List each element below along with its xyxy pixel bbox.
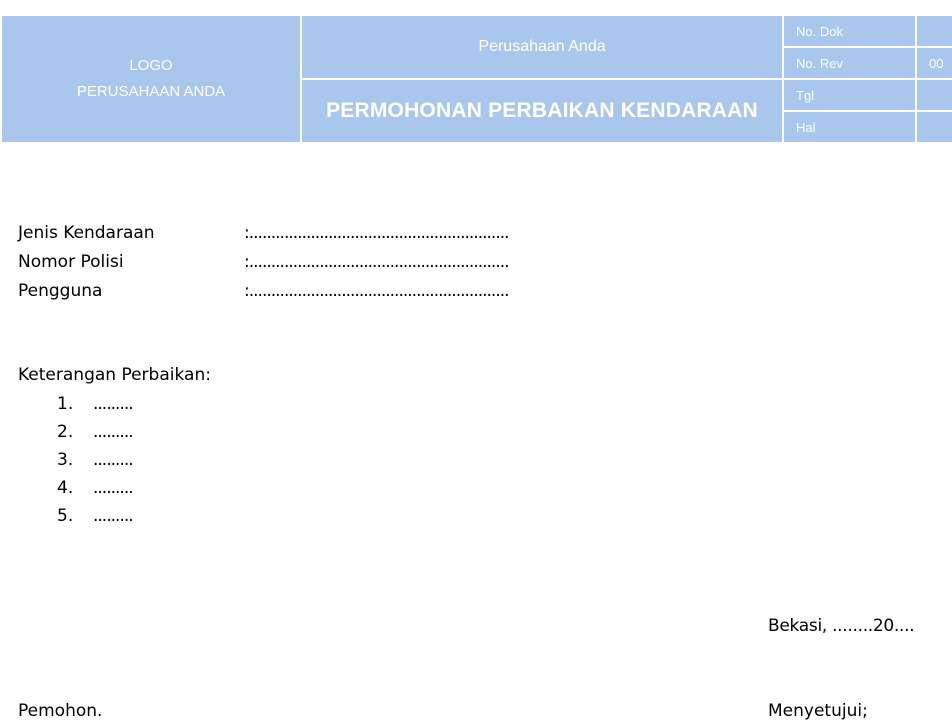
place-date: Bekasi, ........20.... [768, 616, 915, 636]
field-label: Jenis Kendaraan [18, 223, 155, 243]
list-number: 3. [57, 450, 74, 470]
field-label: Nomor Polisi [18, 252, 124, 272]
field-value: :........................................................... [244, 223, 509, 243]
field-value: :........................................................... [244, 252, 509, 272]
document-title: PERMOHONAN PERBAIKAN KENDARAAN [301, 79, 783, 143]
field-label: Pengguna [18, 281, 103, 301]
header-table [0, 14, 952, 144]
company-name: Perusahaan Anda [301, 15, 783, 79]
list-text: ......... [93, 422, 133, 442]
meta-label-hal: Hal [783, 111, 916, 143]
meta-value-no-rev: 00 [916, 47, 952, 79]
list-number: 4. [57, 478, 74, 498]
list-number: 2. [57, 422, 74, 442]
meta-value-hal [916, 111, 952, 143]
logo-company-name: PERUSAHAAN ANDA [76, 83, 226, 100]
document-header [0, 14, 952, 137]
meta-label-no-dok: No. Dok [783, 15, 916, 47]
meta-value-no-dok [916, 15, 952, 47]
meta-label-tgl: Tgl [783, 79, 916, 111]
signature-menyetujui: Menyetujui; [768, 701, 868, 721]
meta-value-tgl [916, 79, 952, 111]
meta-label-no-rev: No. Rev [783, 47, 916, 79]
list-number: 5. [57, 506, 74, 526]
list-text: ......... [93, 506, 133, 526]
keterangan-title: Keterangan Perbaikan: [18, 365, 211, 385]
list-text: ......... [93, 394, 133, 414]
field-value: :........................................................... [244, 281, 509, 301]
list-text: ......... [93, 450, 133, 470]
logo-cell [1, 15, 301, 143]
list-text: ......... [93, 478, 133, 498]
logo-text: LOGO [129, 57, 173, 74]
list-number: 1. [57, 394, 74, 414]
signature-pemohon: Pemohon. [18, 701, 103, 721]
